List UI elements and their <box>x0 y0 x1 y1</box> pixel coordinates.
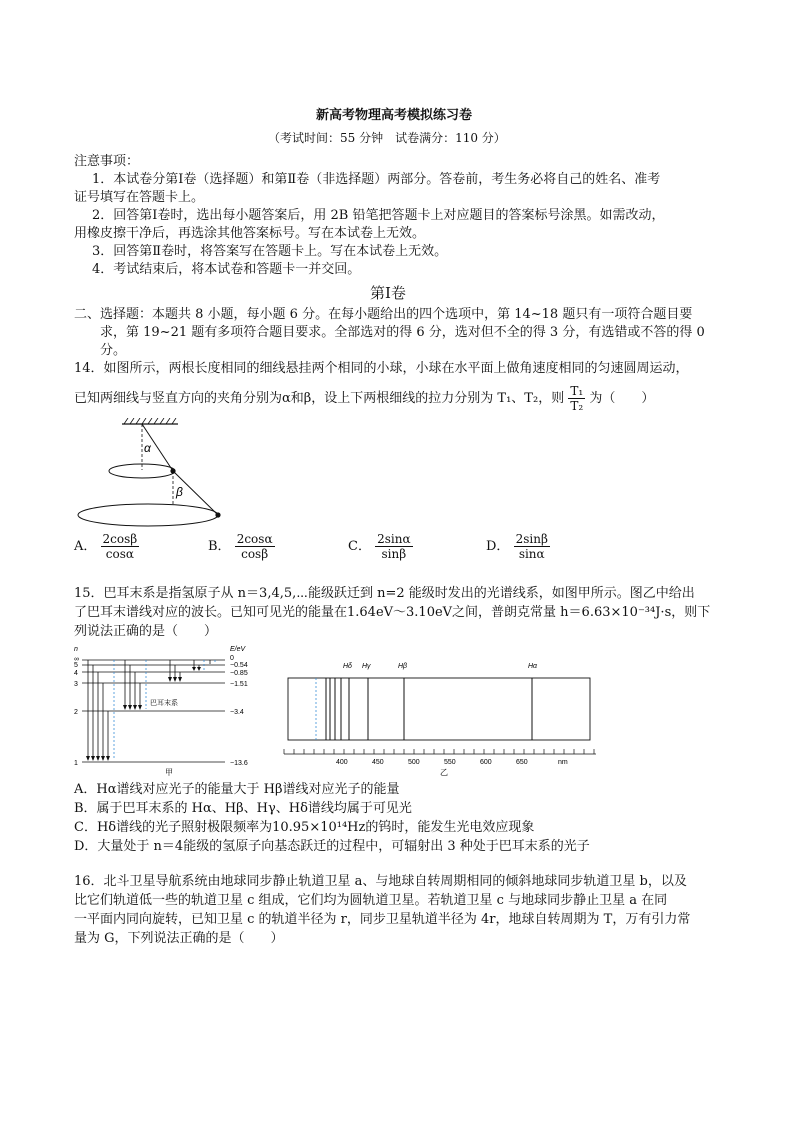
level-n-2: 2 <box>74 709 78 716</box>
balmer-series-label: 巴耳末系 <box>150 700 178 707</box>
h-beta-label: Hβ <box>398 663 408 670</box>
h-gamma-label: Hγ <box>362 663 371 670</box>
q15-option-d[interactable]: D．大量处于 n＝4能级的氢原子向基态跃迁的过程中，可辐射出 3 种处于巴耳末系的光子 <box>74 839 590 854</box>
option-c-label: C． <box>348 539 371 554</box>
note-1-line-1: 1．本试卷分第Ⅰ卷（选择题）和第Ⅱ卷（非选择题）两部分。答卷前，考生务必将自己的姓名、准考 <box>92 172 661 187</box>
level-lines <box>82 660 225 762</box>
h-alpha-label: Hα <box>528 663 538 670</box>
lower-ball <box>215 512 220 517</box>
option-a-label: A． <box>74 539 97 554</box>
level-e-3: −1.51 <box>230 681 248 688</box>
option-c-numerator: 2sinα <box>377 532 411 546</box>
option-d-numerator: 2sinβ <box>515 532 548 546</box>
q15-option-c[interactable]: C．Hδ谱线的光子照射极限频率为10.95×10¹⁴Hz的钨时，能发生光电效应现象 <box>74 820 535 835</box>
figure-yi-caption: 乙 <box>440 768 448 777</box>
minor-ticks <box>284 749 594 754</box>
note-2-line-1: 2．回答第Ⅰ卷时，选出每小题答案后，用 2B 铅笔把答题卡上对应题目的答案标号涂黑。如需改动， <box>92 208 665 223</box>
option-b-denominator: cosβ <box>241 547 269 561</box>
q14-ratio-fraction <box>568 384 585 413</box>
beta-label: β <box>176 485 183 499</box>
energy-level-diagram <box>70 642 280 778</box>
option-b-numerator: 2cosα <box>236 532 273 546</box>
note-2-line-2: 用橡皮擦干净后，再选涂其他答案标号。写在本试卷上无效。 <box>74 226 426 241</box>
q15-stem-line-1: 15．巴耳末系是指氢原子从 n＝3,4,5,⋯能级跃迁到 n=2 能级时发出的光谱线系，如图甲所示。图乙中给出 <box>74 586 695 601</box>
q16-stem-line-3: 一平面内同向旋转，已知卫星 c 的轨道半径为 r，同步卫星轨道半径为 4r，地球自转周期为 T，万有引力常 <box>74 912 691 927</box>
tick-550: 550 <box>444 759 456 766</box>
paschen-arrowheads <box>168 677 182 682</box>
tick-400: 400 <box>336 759 348 766</box>
level-n-5: 5 <box>74 662 78 669</box>
level-n-inf: ∞ <box>74 656 79 663</box>
lyman-arrowheads <box>86 756 110 761</box>
option-c-denominator: sinβ <box>381 547 407 561</box>
level-e-5: −0.54 <box>230 662 248 669</box>
spectrum-lines <box>326 678 532 740</box>
axis-n-label: n <box>74 646 78 653</box>
note-4: 4．考试结束后，将本试卷和答题卡一并交回。 <box>92 262 361 277</box>
balmer-spectrum-figure <box>280 660 630 780</box>
q16-stem-line-4: 量为 G，下列说法正确的是（ ） <box>74 931 284 946</box>
option-d-denominator: sinα <box>518 547 545 561</box>
level-e-4: −0.85 <box>230 670 248 677</box>
section-intro-line-3: 分。 <box>100 343 127 358</box>
q14-ratio-denominator: T₂ <box>570 399 584 413</box>
option-d-fraction <box>514 532 550 561</box>
level-e-2: −3.4 <box>230 709 244 716</box>
q15-option-b[interactable]: B．属于巴耳末系的 Hα、Hβ、Hγ、Hδ谱线均属于可见光 <box>74 801 412 816</box>
tick-500: 500 <box>408 759 420 766</box>
unit-nm: nm <box>558 759 568 766</box>
q16-stem-line-1: 16．北斗卫星导航系统由地球同步静止轨道卫星 a、与地球自转周期相同的倾斜地球同步轨道卫星 b，以及 <box>74 874 687 889</box>
q16-stem-line-2: 比它们轨道低一些的轨道卫星 c 组成，它们均为圆轨道卫星。若轨道卫星 c 与地球同步静止卫星 a 在同 <box>74 893 668 908</box>
option-b-fraction <box>235 532 275 561</box>
alpha-label: α <box>144 441 151 455</box>
level-n-1: 1 <box>74 760 78 767</box>
note-1-line-2: 证号填写在答题卡上。 <box>74 190 205 205</box>
q15-stem-line-3: 列说法正确的是（ ） <box>74 624 218 639</box>
note-3: 3．回答第Ⅱ卷时，将答案写在答题卡上。写在本试卷上无效。 <box>92 244 448 259</box>
q15-stem-line-2: 了巴耳末谱线对应的波长。已知可见光的能量在1.64eV～3.10eV之间，普朗克常量 h＝6.63×10⁻³⁴J·s，则下 <box>74 605 711 620</box>
ceiling-hatch <box>124 418 176 424</box>
option-d-label: D． <box>486 539 510 554</box>
lyman-transitions <box>88 660 108 760</box>
tick-600: 600 <box>480 759 492 766</box>
tick-650: 650 <box>516 759 528 766</box>
lower-orbit <box>78 504 218 526</box>
q14-option-d[interactable] <box>486 532 550 561</box>
balmer-transitions <box>125 660 140 709</box>
q15-option-a[interactable]: A．Hα谱线对应光子的能量大于 Hβ谱线对应光子的能量 <box>74 782 400 797</box>
notes-heading: 注意事项： <box>74 154 140 169</box>
q14-stem-text: 已知两细线与竖直方向的夹角分别为α和β，设上下两根细线的拉力分别为 T₁、T₂，则 <box>74 391 565 406</box>
option-a-numerator: 2cosβ <box>102 532 138 546</box>
section-intro-line-1: 二、选择题：本题共 8 小题，每小题 6 分。在每小题给出的四个选项中，第 14~18 题只有一项符合题目要 <box>74 307 693 322</box>
spectrum-frame <box>288 678 590 740</box>
option-a-fraction <box>101 532 140 561</box>
figure-jia-caption: 甲 <box>165 768 173 777</box>
axis-e-label: E/eV <box>230 646 246 653</box>
q14-ratio-numerator: T₁ <box>570 384 584 398</box>
q14-option-c[interactable] <box>348 532 413 561</box>
q14-stem-tail: 为（ ） <box>589 391 655 406</box>
section-title: 第Ⅰ卷 <box>370 284 406 302</box>
level-n-3: 3 <box>74 681 78 688</box>
section-intro-line-2: 求，第 19~21 题有多项符合题目要求。全部选对的得 6 分，选对但不全的得 3 分，有选错或不答的得 0 <box>100 325 705 340</box>
option-a-denominator: cosα <box>105 547 134 561</box>
q14-stem-line-2 <box>74 384 654 413</box>
h-delta-label: Hδ <box>343 663 352 670</box>
option-b-label: B． <box>208 539 231 554</box>
exam-info: （考试时间：55 分钟 试卷满分：110 分） <box>268 131 506 145</box>
q14-conical-pendulum-figure <box>70 418 240 530</box>
page-title: 新高考物理高考模拟练习卷 <box>316 108 473 123</box>
q14-option-b[interactable] <box>208 532 275 561</box>
tick-450: 450 <box>372 759 384 766</box>
q14-option-a[interactable] <box>74 532 139 561</box>
option-c-fraction <box>375 532 412 561</box>
balmer-arrowheads <box>123 705 142 710</box>
level-e-1: −13.6 <box>230 760 248 767</box>
brackett-arrowheads <box>192 667 201 671</box>
q14-stem-line-1: 14．如图所示，两根长度相同的细线悬挂两个相同的小球，小球在水平面上做角速度相同的匀速圆周运动， <box>74 361 689 376</box>
level-n-4: 4 <box>74 670 78 677</box>
level-e-0: 0 <box>230 655 234 662</box>
